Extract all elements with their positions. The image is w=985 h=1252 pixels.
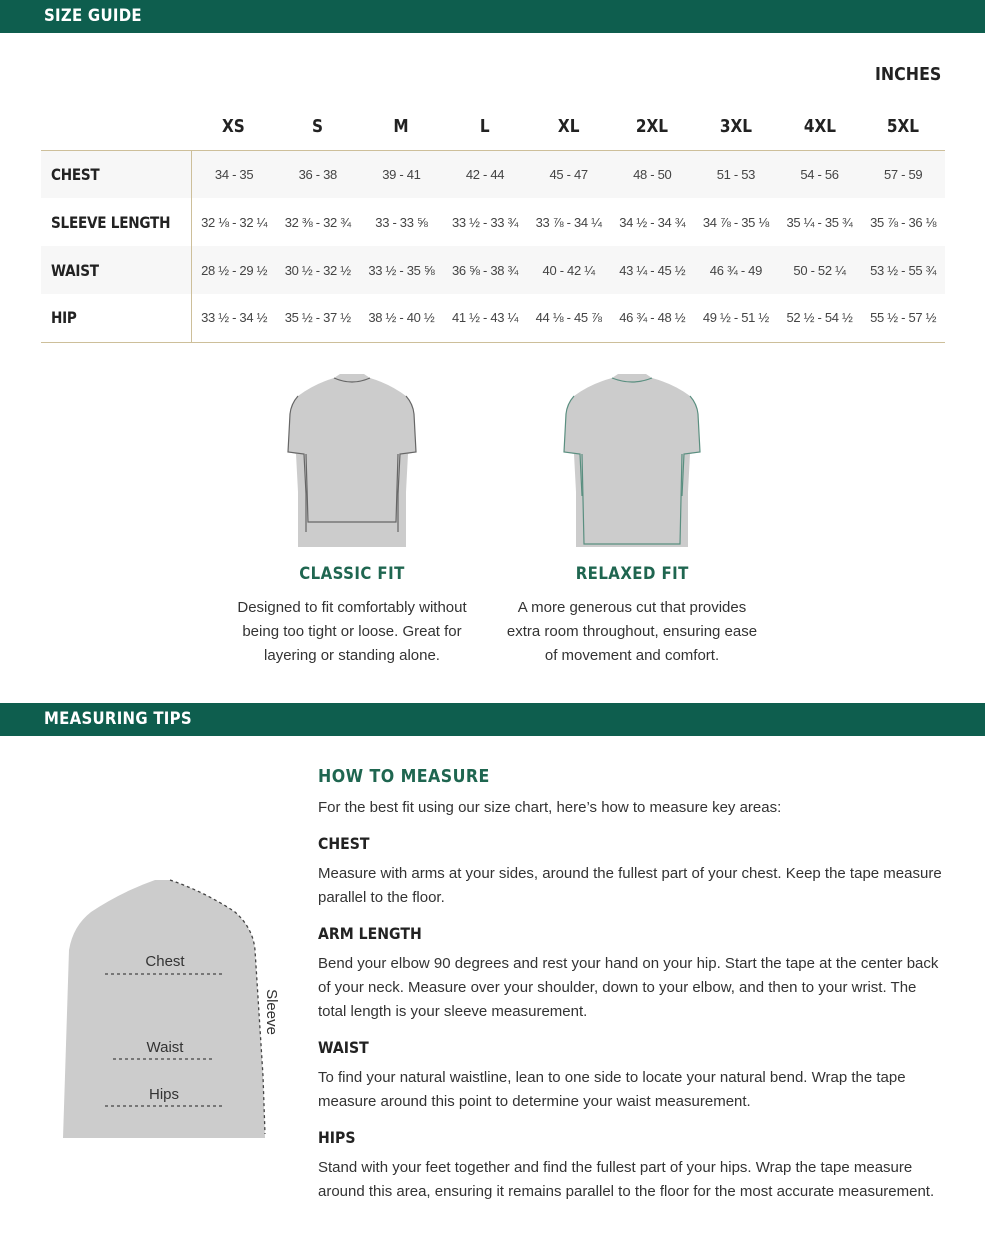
table-cell: 28 ½ - 29 ½ [201,262,268,278]
size-header-m: M [393,116,410,138]
table-cell: 34 ½ - 34 ¾ [619,214,686,230]
table-cell: 33 ½ - 34 ½ [201,310,268,326]
table-cell: 49 ½ - 51 ½ [702,310,769,326]
table-cell: 46 ¾ - 48 ½ [619,310,686,326]
size-header-3xl: 3XL [719,116,753,138]
tip-body-hips: Stand with your feet together and find the fullest part of your hips. Wrap the tape measure around this area, ensuring it remains parallel to the floor for the most accurate measurement. [318,1159,935,1200]
classic-fit-tshirt-icon [282,372,422,550]
table-cell: 50 - 52 ¼ [793,262,846,278]
size-header-l: L [480,116,490,138]
table-cell: 53 ½ - 55 ¾ [870,262,937,278]
size-guide-header [0,0,985,33]
table-row-sleeve-length [41,198,945,246]
tip-body-chest: Measure with arms at your sides, around the fullest part of your chest. Keep the tape measure parallel to the floor. [318,865,942,906]
table-row-hip [41,294,945,342]
table-cell: 32 ⅜ - 32 ¾ [284,214,351,230]
table-cell: 44 ⅛ - 45 ⅞ [535,310,602,326]
row-label: SLEEVE LENGTH [41,198,192,246]
table-cell: 43 ¼ - 45 ½ [619,262,686,278]
table-cell: 38 ½ - 40 ½ [368,310,435,326]
relaxed-fit-title: RELAXED FIT [575,564,689,584]
table-cell: 52 ½ - 54 ½ [786,310,853,326]
measuring-tips-header [0,703,985,736]
table-cell: 57 - 59 [883,166,923,182]
table-cell: 33 ½ - 35 ⅝ [368,262,435,278]
table-cell: 40 - 42 ¼ [542,262,595,278]
relaxed-fit-description: A more generous cut that provides extra room throughout, ensuring ease of movement and comfort. [506,599,758,664]
row-label: HIP [41,294,192,342]
how-to-measure-title: HOW TO MEASURE [318,766,490,787]
table-cell: 33 ⅞ - 34 ¼ [535,214,602,230]
hips-label: Hips [148,1086,180,1103]
tip-heading-hips: HIPS [318,1128,356,1147]
measuring-tips-title: MEASURING TIPS [44,709,192,729]
classic-fit-description: Designed to fit comfortably without being too tight or loose. Great for layering or standing alone. [237,599,467,664]
size-header-row [41,104,945,150]
table-cell: 30 ½ - 32 ½ [284,262,351,278]
table-cell: 36 ⅝ - 38 ¾ [452,262,519,278]
tip-heading-arm-length: ARM LENGTH [318,924,422,943]
sleeve-label: Sleeve [263,989,280,1035]
units-label: INCHES [874,64,941,85]
tip-heading-waist: WAIST [318,1038,369,1057]
table-cell: 35 ¼ - 35 ¾ [786,214,853,230]
classic-fit-title: CLASSIC FIT [299,564,405,584]
table-cell: 36 - 38 [298,166,337,182]
size-header-blank [41,104,192,150]
table-cell: 55 ½ - 57 ½ [870,310,937,326]
table-cell: 46 ¾ - 49 [709,262,763,278]
size-header-4xl: 4XL [803,116,836,138]
size-chart-table [41,104,945,343]
table-cell: 51 - 53 [716,166,756,182]
how-to-measure-intro: For the best fit using our size chart, here’s how to measure key areas: [318,799,782,816]
chest-label: Chest [145,953,185,970]
size-guide-title: SIZE GUIDE [44,6,142,26]
table-cell: 33 ½ - 33 ¾ [452,214,519,230]
size-header-xs: XS [222,116,246,138]
tip-heading-chest: CHEST [318,834,370,853]
measuring-body-figure [55,876,285,1144]
size-header-5xl: 5XL [887,116,920,138]
table-cell: 54 - 56 [800,166,839,182]
size-header-2xl: 2XL [636,116,669,138]
table-row-waist [41,246,945,294]
size-header-s: S [312,116,324,138]
row-label: CHEST [41,150,192,198]
table-cell: 48 - 50 [633,166,672,182]
classic-fit-card [217,372,487,668]
table-cell: 39 - 41 [382,166,421,182]
size-header-xl: XL [557,116,580,138]
table-cell: 35 ⅞ - 36 ⅛ [870,214,937,230]
relaxed-fit-tshirt-icon [562,372,702,550]
table-cell: 35 ½ - 37 ½ [284,310,351,326]
table-cell: 32 ⅛ - 32 ¼ [201,214,268,230]
waist-label: Waist [146,1039,184,1056]
row-label: WAIST [41,246,192,294]
table-cell: 42 - 44 [465,166,505,182]
table-cell: 34 ⅞ - 35 ⅛ [702,214,769,230]
relaxed-fit-card [497,372,767,668]
how-to-measure-section [318,766,943,1204]
table-cell: 33 - 33 ⅝ [375,214,428,230]
table-cell: 41 ½ - 43 ¼ [452,310,519,326]
table-cell: 34 - 35 [214,166,254,182]
tip-body-arm-length: Bend your elbow 90 degrees and rest your hand on your hip. Start the tape at the center back of your neck. Measure over your shoulder, down to your elbow, and then to your wrist. The total length is your sleeve measurement. [318,955,939,1020]
tip-body-waist: To find your natural waistline, lean to one side to locate your natural bend. Wrap the tape measure around this point to determine your waist measurement. [318,1069,906,1110]
table-row-chest [41,150,945,198]
table-cell: 45 - 47 [549,166,588,182]
